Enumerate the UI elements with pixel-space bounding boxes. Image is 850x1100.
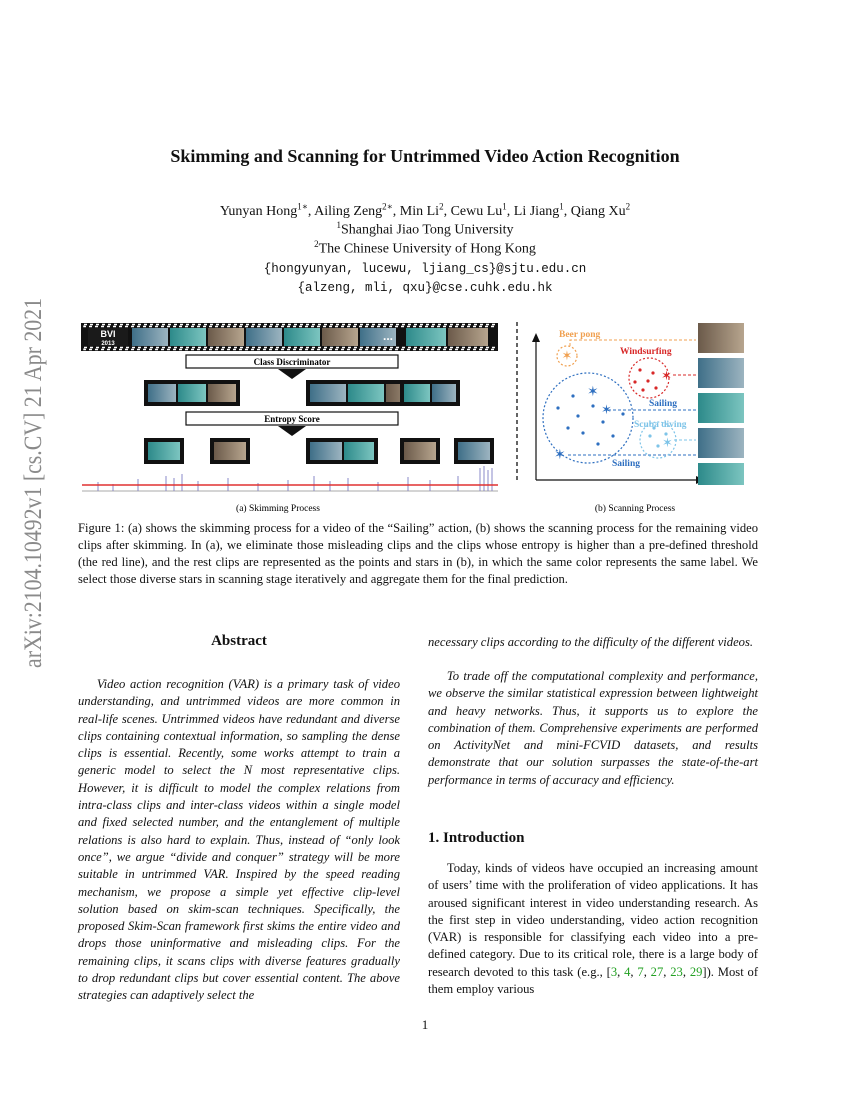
sailing-star-icon: ✶ xyxy=(587,385,599,400)
affiliation-1: $^1$Shanghai Jiao Tong University xyxy=(336,220,514,238)
abstract-paragraph-2: To trade off the computational complexity and performance, we observe the similar statistical expression between lightweight and heavy networks. Thus, it supports us to explore the combination of them. Comprehensive experiments are performed on ActivityNet and mini-FCVID datasets, and results demonstrate that our solution surpasses the state-of-the-art performance in terms of accuracy and efficiency. xyxy=(428,669,758,787)
citation-link[interactable]: 23 xyxy=(670,964,683,979)
scuba-diving-star-icon: ✶ xyxy=(662,435,673,450)
down-arrow-icon xyxy=(278,369,306,379)
windsurfing-star-icon: ✶ xyxy=(661,368,672,383)
abstract-continued: necessary clips according to the difficulty of the different videos. xyxy=(428,635,754,649)
author: Ailing Zeng$^{2∗}$, xyxy=(314,201,397,219)
citation-link[interactable]: 3 xyxy=(610,964,618,979)
author: Qiang Xu$^2$ xyxy=(570,201,631,219)
thumbnail-sailing-2 xyxy=(698,463,744,485)
thumbnail-beer-pong xyxy=(698,323,744,353)
email-cuhk: {alzeng, mli, qxu}@cse.cuhk.edu.hk xyxy=(297,281,553,295)
figure-1 xyxy=(78,318,778,518)
film-ellipsis: ... xyxy=(382,329,394,343)
citation-link[interactable]: 27 xyxy=(650,964,664,979)
sailing-star-icon: ✶ xyxy=(601,402,612,417)
sailing-star-icon: ✶ xyxy=(554,448,566,463)
label-scuba-diving: Scuba diving xyxy=(634,420,687,430)
film-logo-line2: 2013 xyxy=(101,341,115,347)
film-strip-middle xyxy=(144,380,460,406)
arxiv-stamp-text: arXiv:2104.10492v1 [cs.CV] 21 Apr 2021 xyxy=(20,292,47,668)
page-number: 1 xyxy=(421,1017,429,1032)
subcaption-a: (a) Skimming Process xyxy=(236,504,320,514)
email-sjtu: {hongyunyan, lucewu, ljiang_cs}@sjtu.edu.cn xyxy=(263,262,587,276)
paper-title: Skimming and Scanning for Untrimmed Video Action Recognition xyxy=(170,146,680,166)
beer-pong-star-icon: ✶ xyxy=(561,348,573,363)
author: Li Jiang$^1$, xyxy=(513,201,568,219)
thumbnail-windsurfing xyxy=(698,358,744,388)
author: Cewu Lu$^1$, xyxy=(450,201,511,219)
skimming-panel xyxy=(81,323,498,491)
label-sailing-bottom: Sailing xyxy=(612,459,640,469)
down-arrow-icon xyxy=(278,426,306,436)
citation-link[interactable]: 7 xyxy=(637,964,644,979)
label-beer-pong: Beer pong xyxy=(559,330,601,340)
label-sailing-top: Sailing xyxy=(649,399,677,409)
entropy-score-label: Entropy Score xyxy=(264,414,320,424)
introduction-text: Today, kinds of videos have occupied an increasing amount of users’ time with the proliferation of video applications. It has aroused significant interest in video understanding research. As the first step in video understanding, video action recognition (VAR) is responsible for classifying each video into a pre-defined category. Due to its critical role, there is a large body of research devoted to this task (e.g., [3, 4, 7, 27, 23, 29]). Most of them employ various xyxy=(428,861,759,997)
scanning-panel xyxy=(532,323,744,485)
abstract-text: Video action recognition (VAR) is a primary task of video understanding, and untrimmed videos are more common in real-life scenes. Untrimmed videos have redundant and diverse clips containing contextual information, so sampling the dense clips is essential. Recently, some works attempt to train a generic model to select the N most representative clips. However, it is difficult to model the complex relations from intra-class clips and inter-class videos within a single model and fixed selected number, and the entanglement of multiple relations is also hard to explain. Thus, instead of “only look once”, we argue “divide and conquer” strategy will be more suitable in untrimmed VAR. Inspired by the speed reading mechanism, we propose a simple yet effective clip-level solution based on skim-scan techniques. Specifically, the proposed Skim-Scan framework first skims the entire video and drops those uninformative and misleading clips. For the remaining clips, it scans clips with diverse features gradually to drop redundant clips but cover essential content. The above strategies can adaptively select the xyxy=(78,677,400,1003)
introduction-heading: 1. Introduction xyxy=(428,830,525,846)
subcaption-b: (b) Scanning Process xyxy=(594,504,676,514)
film-strip-bottom xyxy=(144,438,494,464)
abstract-heading: Abstract xyxy=(211,633,267,649)
class-discriminator-label: Class Discriminator xyxy=(253,357,331,367)
thumbnail-sailing xyxy=(698,393,744,423)
film-logo-line1: BVI xyxy=(100,329,116,339)
citation-link[interactable]: 4 xyxy=(624,964,631,979)
citation-link[interactable]: 29 xyxy=(689,964,703,979)
y-axis-arrow-icon xyxy=(532,333,540,342)
label-windsurfing: Windsurfing xyxy=(620,347,672,357)
author: Min Li$^2$, xyxy=(399,201,448,219)
author: Yunyan Hong$^{1∗}$, xyxy=(219,201,312,219)
thumbnail-scuba-diving xyxy=(698,428,744,458)
author-list xyxy=(0,201,850,220)
affiliation-2: $^2$The Chinese University of Hong Kong xyxy=(314,239,536,257)
figure-caption: Figure 1: (a) shows the skimming process for a video of the “Sailing” action, (b) shows the scanning process for the remaining video clips after skimming. In (a), we eliminate those misleading clips and the clips whose entropy is higher than a pre-defined threshold (the red line), and the rest clips are represented as the points and stars in (b), in which the same color represents the same label. We select those diverse stars in scanning stage iteratively and aggregate them for the final prediction. xyxy=(78,521,758,586)
entropy-histogram xyxy=(82,466,498,491)
arxiv-stamp xyxy=(6,292,52,672)
